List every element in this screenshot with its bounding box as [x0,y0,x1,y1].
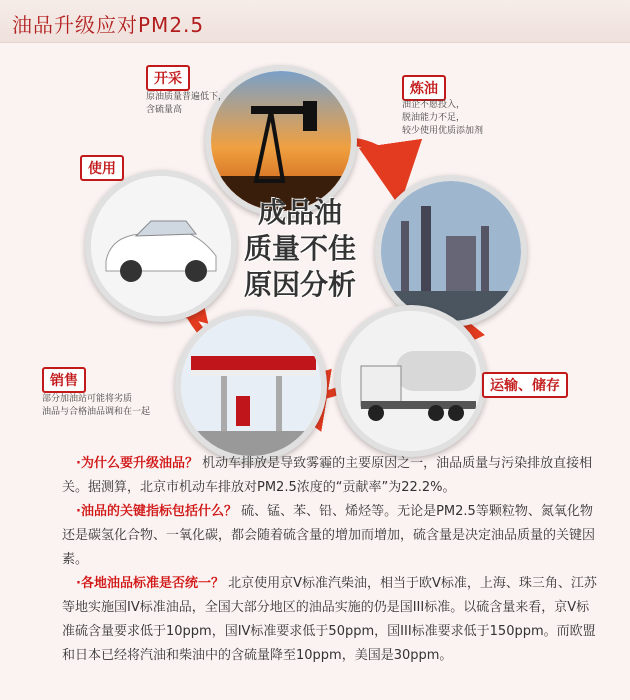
cause-analysis-diagram [30,55,600,440]
paragraph-1 [62,452,602,500]
tag-transport: 运输、储存 [482,372,568,398]
article-text [62,452,602,668]
truck-image [335,305,487,457]
header-bar [0,0,630,43]
tag-use: 使用 [80,155,124,181]
answer-2: 硫、锰、苯、铅、烯烃等。无论是PM2.5等颗粒物、氮氧化物还是碳氢化合物、一氧化碳，都会随着硫含量的增加而增加，硫含量是决定油品质量的关键因素。 [62,504,596,567]
tag-refining: 炼油 [402,75,446,101]
question-1: ·为什么要升级油品？ [76,456,198,471]
question-2: ·油品的关键指标包括什么？ [76,504,237,519]
paragraph-3 [62,572,602,668]
tag-sales: 销售 [42,367,86,393]
gas-station-image [175,310,327,462]
page-title: 油品升级应对PM2.5 [12,13,205,37]
question-3: ·各地油品标准是否统一？ [76,576,224,591]
car-image [85,170,237,322]
tag-extraction: 开采 [146,65,190,91]
answer-1: 机动车排放是导致雾霾的主要原因之一，油品质量与污染排放直接相关。据测算，北京市机动车排放对PM2.5浓度的“贡献率”为22.2%。 [62,456,593,495]
paragraph-2 [62,500,602,572]
center-line-3: 原因分析 [243,268,356,301]
note-refining: 油企不愿投入， 脱油能力不足， 较少使用优质添加剂 [402,100,484,136]
answer-3: 北京使用京V标准汽柴油，相当于欧V标准，上海、珠三角、江苏等地实施国IV标准油品，全国大部分地区的油品实施的仍是国III标准。以硫含量来看，京V标准硫含量要求低于10ppm，国IV标准要求低于50ppm，国III标准要求低于150ppm。而欧盟和日本已经将汽油和柴油中的含硫量降至10ppm，美国是30ppm。 [62,576,597,663]
refinery-image [375,175,527,327]
note-sales: 部分加油站可能将劣质 油品与合格油品调和在一起 [42,394,151,417]
center-line-2: 质量不佳 [243,232,356,265]
center-title [230,195,370,303]
center-line-1: 成品油 [257,196,342,229]
note-extraction: 原油质量普遍低下， 含硫量高 [146,92,228,115]
